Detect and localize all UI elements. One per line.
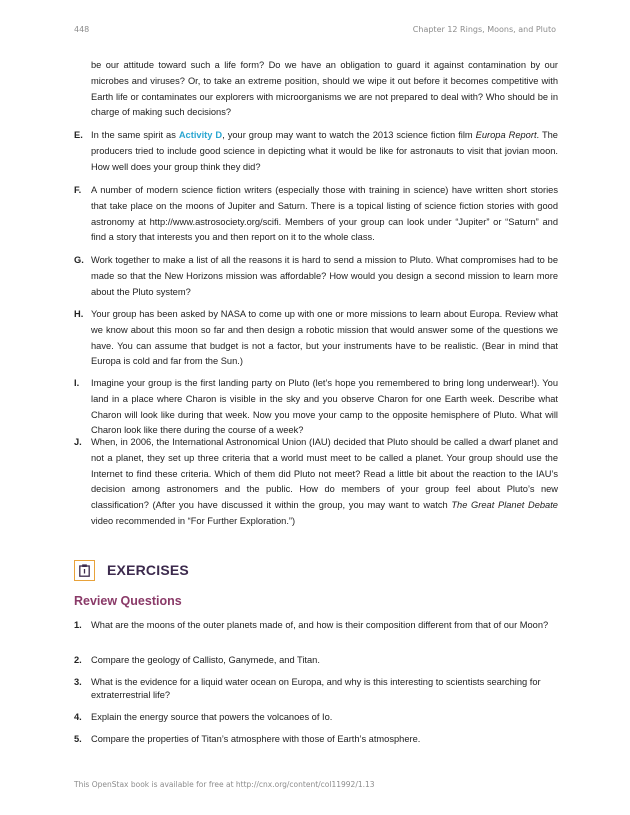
activity-text: When, in 2006, the International Astronomical Union (IAU) decided that Pluto should be called a dwarf planet and not a planet, they set up three criteria that a world must meet to be called a planet. Your group should use the Internet to find these criteria. Which of them did Pluto not meet? Read a little bit about the reaction to the IAU’s decision among astronomers and the public. How do members of your group feel about Pluto’s new classification? (After you have discussed it within the group, you may want to watch The Great Planet Debate video recommended in “For Further Exploration.”) [91, 437, 558, 526]
activity-letter: G. [74, 255, 84, 265]
question-number: 4. [74, 712, 82, 722]
activity-letter: H. [74, 309, 84, 319]
chapter-title: Chapter 12 Rings, Moons, and Pluto [412, 25, 556, 34]
activity-letter: J. [74, 437, 82, 447]
page-header [74, 25, 556, 37]
question-number: 3. [74, 677, 82, 687]
review-questions-heading: Review Questions [74, 594, 182, 608]
page-footer: This OpenStax book is available for free at http://cnx.org/content/col11992/1.13 [74, 780, 375, 789]
activity-d-link[interactable]: Activity D [178, 130, 223, 140]
question-text: Explain the energy source that powers the volcanoes of Io. [91, 712, 333, 722]
question-text: Compare the geology of Callisto, Ganymede, and Titan. [91, 655, 320, 665]
question-item [74, 676, 558, 701]
activity-letter: F. [74, 185, 82, 195]
film-title: Europa Report [475, 130, 537, 140]
question-item [74, 619, 558, 632]
exercises-heading [74, 560, 374, 586]
activity-item-e [74, 128, 558, 175]
question-text: Compare the properties of Titan’s atmosphere with those of Earth’s atmosphere. [91, 734, 421, 744]
clipboard-icon [74, 560, 95, 581]
page-number: 448 [74, 25, 90, 34]
activity-text: Work together to make a list of all the reasons it is hard to send a mission to Pluto. What compromises had to be made so that the New Horizons mission was affordable? How would you design a second mission to learn more about the Pluto system? [91, 255, 558, 297]
activity-item-g [74, 253, 558, 300]
activity-letter: I. [74, 378, 80, 388]
activity-item-f [74, 183, 558, 246]
activity-item-j [74, 435, 558, 530]
question-number: 1. [74, 620, 82, 630]
activity-text: A number of modern science fiction writers (especially those with training in science) have written short stories that take place on the moons of Jupiter and Saturn. There is a topical listing of science fiction stories with good astronomy at http://www.astrosociety.org/scifi. Members of your group can look under “Jupiter” or “Saturn” and find a story that interests you and then report on it to the whole class. [91, 185, 558, 243]
video-title: The Great Planet Debate [451, 500, 558, 511]
question-text: What is the evidence for a liquid water ocean on Europa, and why is this interesting to scientists searching for extraterrestrial life? [91, 677, 541, 700]
activity-item-h [74, 307, 558, 370]
question-item [74, 733, 558, 746]
question-item [74, 654, 558, 667]
question-number: 5. [74, 734, 82, 744]
activity-letter: E. [74, 130, 83, 140]
intro-paragraph: be our attitude toward such a life form? Do we have an obligation to guard it against contamination by our microbes and viruses? Or, to take an extreme position, should we wipe it out before it becomes competitive with Earth life or contaminates our explorers with microorganisms we are not prepared to deal with? Who should be in charge of making such decisions? [91, 60, 558, 118]
question-number: 2. [74, 655, 82, 665]
exercises-title: EXERCISES [107, 562, 189, 578]
activity-item-i [74, 376, 558, 439]
activity-text: In the same spirit as Activity D, your group may want to watch the 2013 science fiction film Europa Report. The producers tried to include good science in depicting what it would be like for astronauts to visit that jovian moon. How well does your group think they did? [91, 130, 558, 172]
activity-text: Your group has been asked by NASA to come up with one or more missions to learn about Europa. Review what we know about this moon so far and then design a robotic mission that would answer some of the questions we have. You can assume that budget is not a factor, but your instruments have to be realistic. (Bear in mind that Europa is cold and far from the Sun.) [91, 309, 558, 367]
question-item [74, 711, 558, 724]
question-text: What are the moons of the outer planets made of, and how is their composition different from that of our Moon? [91, 620, 549, 630]
activity-text: Imagine your group is the first landing party on Pluto (let’s hope you remembered to bring long underwear!). You land in a place where Charon is visible in the sky and you observe Charon for one Earth week. Describe what Charon will look like during that week. Now you move your camp to the opposite hemisphere of Pluto. What will Charon look like there during the course of a week? [91, 378, 558, 436]
